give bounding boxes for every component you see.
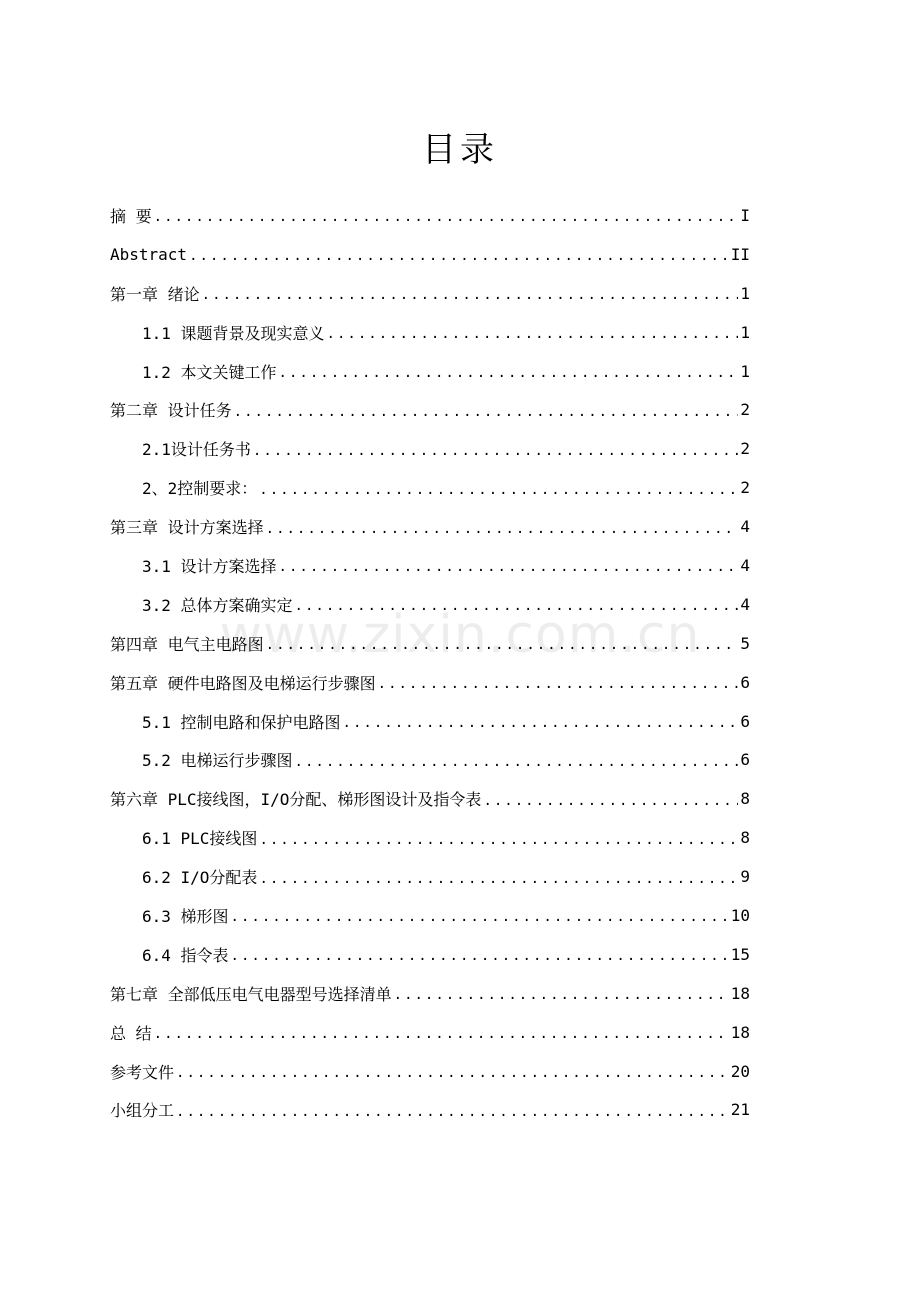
toc-entry-page-number: 18 — [730, 1022, 750, 1042]
toc-entry[interactable] — [110, 352, 750, 391]
toc-entry[interactable] — [110, 390, 750, 429]
toc-entry-label: 第二章 设计任务 — [110, 401, 232, 421]
toc-entry-page-number: 2 — [740, 478, 750, 498]
toc-entry-label: 第一章 绪论 — [110, 284, 200, 304]
toc-entry-page-number: 2 — [740, 439, 750, 459]
dot-leader — [295, 598, 739, 614]
toc-entry-label: 1.2 本文关键工作 — [142, 362, 277, 382]
toc-entry-label: 6.4 指令表 — [142, 945, 229, 965]
toc-entry[interactable] — [110, 507, 750, 546]
toc-entry-page-number: 5 — [740, 633, 750, 653]
toc-entry-label: 5.2 电梯运行步骤图 — [142, 751, 293, 771]
toc-entry[interactable] — [110, 313, 750, 352]
toc-entry-page-number: 1 — [740, 283, 750, 303]
toc-entry-label: 2、2控制要求： — [142, 479, 258, 499]
toc-entry-label: 2.1设计任务书 — [142, 440, 251, 460]
toc-entry-label: 3.2 总体方案确实定 — [142, 595, 293, 615]
dot-leader — [231, 909, 729, 925]
toc-entry-page-number: 4 — [740, 517, 750, 537]
toc-entry-label: 参考文件 — [110, 1062, 175, 1082]
page-title: 目录 — [422, 130, 498, 170]
dot-leader — [266, 521, 739, 537]
toc-entry-label: 6.2 I/O分配表 — [142, 868, 258, 888]
toc-entry-label: 第五章 硬件电路图及电梯运行步骤图 — [110, 673, 376, 693]
toc-entry-label: 第四章 电气主电路图 — [110, 634, 264, 654]
toc-entry[interactable] — [110, 235, 750, 274]
toc-entry-label: 3.1 设计方案选择 — [142, 556, 277, 576]
toc-entry[interactable] — [110, 274, 750, 313]
toc-entry[interactable] — [110, 546, 750, 585]
dot-leader — [176, 1104, 729, 1120]
dot-leader — [343, 715, 739, 731]
toc-entry-page-number: II — [730, 244, 750, 264]
dot-leader — [259, 871, 738, 887]
dot-leader — [259, 482, 738, 498]
toc-entry[interactable] — [110, 624, 750, 663]
toc-entry-label: 1.1 课题背景及现实意义 — [142, 323, 325, 343]
dot-leader — [378, 676, 739, 692]
toc-entry[interactable] — [110, 663, 750, 702]
dot-leader — [154, 1026, 729, 1042]
toc-entry[interactable] — [110, 818, 750, 857]
toc-entry-label: 总 结 — [110, 1023, 152, 1043]
dot-leader — [253, 443, 738, 459]
toc-entry-page-number: 10 — [730, 905, 750, 925]
toc-entry-label: 小组分工 — [110, 1101, 175, 1121]
dot-leader — [327, 326, 739, 342]
dot-leader — [231, 948, 729, 964]
toc-entry-label: 第三章 设计方案选择 — [110, 518, 264, 538]
toc-entry-page-number: 8 — [740, 828, 750, 848]
toc-entry[interactable] — [110, 974, 750, 1013]
dot-leader — [202, 287, 739, 303]
toc-entry[interactable] — [110, 429, 750, 468]
toc-entry[interactable] — [110, 857, 750, 896]
toc-entry-page-number: 6 — [740, 750, 750, 770]
toc-entry-label: Abstract — [110, 244, 188, 264]
toc-entry-page-number: I — [740, 205, 750, 225]
toc-entry-page-number: 20 — [730, 1061, 750, 1081]
toc-entry-label: 6.1 PLC接线图 — [142, 829, 258, 849]
toc-entry[interactable] — [110, 935, 750, 974]
toc-entry-page-number: 15 — [730, 944, 750, 964]
toc-entry[interactable] — [110, 779, 750, 818]
toc-entry-page-number: 1 — [740, 361, 750, 381]
table-of-contents — [110, 196, 750, 1129]
dot-leader — [394, 987, 729, 1003]
toc-entry-page-number: 6 — [740, 711, 750, 731]
toc-entry[interactable] — [110, 1052, 750, 1091]
dot-leader — [279, 559, 739, 575]
dot-leader — [279, 365, 739, 381]
watermark: www.zixin.com.cn — [219, 605, 701, 665]
dot-leader — [295, 754, 739, 770]
dot-leader — [176, 1065, 729, 1081]
toc-entry-label: 摘 要 — [110, 206, 152, 226]
toc-entry[interactable] — [110, 740, 750, 779]
toc-entry[interactable] — [110, 702, 750, 741]
toc-entry-page-number: 2 — [740, 400, 750, 420]
toc-entry-page-number: 18 — [730, 983, 750, 1003]
dot-leader — [483, 793, 738, 809]
toc-entry-page-number: 21 — [730, 1100, 750, 1120]
toc-entry[interactable] — [110, 1090, 750, 1129]
dot-leader — [266, 637, 739, 653]
toc-entry[interactable] — [110, 585, 750, 624]
toc-entry-page-number: 9 — [740, 867, 750, 887]
dot-leader — [259, 832, 738, 848]
toc-entry[interactable] — [110, 896, 750, 935]
dot-leader — [234, 404, 739, 420]
toc-entry-page-number: 1 — [740, 322, 750, 342]
toc-entry-label: 5.1 控制电路和保护电路图 — [142, 712, 341, 732]
toc-entry-page-number: 4 — [740, 555, 750, 575]
toc-entry[interactable] — [110, 196, 750, 235]
toc-entry-page-number: 8 — [740, 789, 750, 809]
toc-entry-page-number: 4 — [740, 594, 750, 614]
dot-leader — [154, 209, 739, 225]
toc-entry[interactable] — [110, 468, 750, 507]
toc-entry-page-number: 6 — [740, 672, 750, 692]
toc-entry-label: 第六章 PLC接线图，I/O分配、梯形图设计及指令表 — [110, 790, 482, 810]
toc-entry-label: 6.3 梯形图 — [142, 906, 229, 926]
toc-entry[interactable] — [110, 1013, 750, 1052]
toc-entry-label: 第七章 全部低压电气电器型号选择清单 — [110, 984, 392, 1004]
dot-leader — [189, 248, 729, 264]
